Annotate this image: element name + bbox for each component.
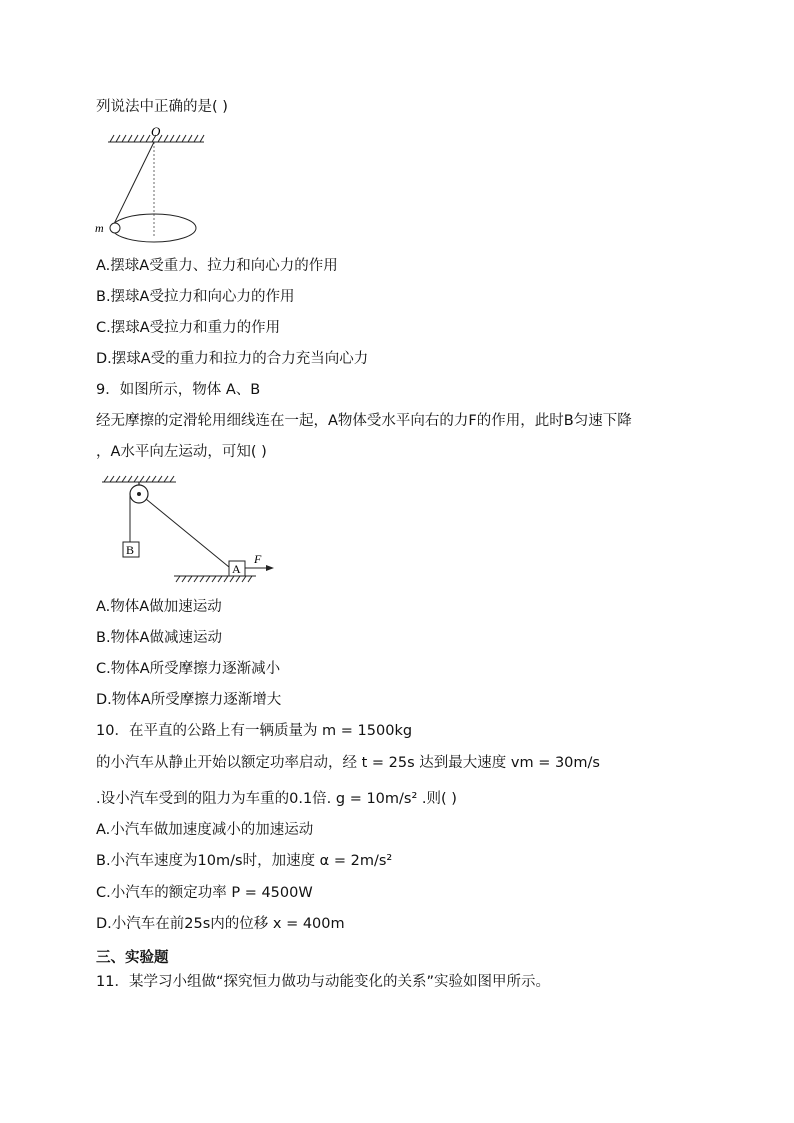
q8-option-a: A.摆球A受重力、拉力和向心力的作用: [96, 258, 338, 274]
q8-option-d: D.摆球A受的重力和拉力的合力充当向心力: [96, 351, 369, 367]
conical-pendulum-figure: [92, 120, 222, 250]
q9-stem-line3: ，A水平向左运动，可知( ): [96, 444, 267, 460]
force-label: F: [254, 552, 262, 566]
q9-option-b: B.物体A做减速运动: [96, 630, 222, 646]
q9-stem-line1: 9．如图所示，物体 A、B: [96, 382, 261, 398]
rope-to-a: [146, 499, 229, 567]
ground-hatch: [174, 576, 256, 582]
q9-option-d: D.物体A所受摩擦力逐渐增大: [96, 692, 282, 708]
block-b-label: B: [126, 543, 135, 557]
q8-option-c: C.摆球A受拉力和重力的作用: [96, 320, 281, 336]
q10-option-b: B.小汽车速度为10m/s时，加速度 α = 2m/s²: [96, 853, 393, 869]
ceiling-hatch: [102, 476, 176, 482]
q11-stem: 11．某学习小组做“探究恒力做功与动能变化的关系”实验如图甲所示。: [96, 974, 550, 990]
pendulum-bob: [110, 223, 120, 233]
q10-option-d: D.小汽车在前25s内的位移 x = 400m: [96, 916, 345, 932]
force-arrow-head: [266, 565, 274, 571]
q10-option-a: A.小汽车做加速度减小的加速运动: [96, 822, 314, 838]
q10-stem-line3: .设小汽车受到的阻力为车重的0.1倍. g = 10m/s² .则( ): [96, 791, 457, 807]
section-heading: 三、实验题: [96, 950, 169, 966]
q8-option-b: B.摆球A受拉力和向心力的作用: [96, 289, 295, 305]
pendulum-string: [113, 142, 154, 226]
pivot-label: O: [151, 124, 161, 139]
q9-option-a: A.物体A做加速运动: [96, 599, 222, 615]
q10-stem-line1: 10．在平直的公路上有一辆质量为 m = 1500kg: [96, 723, 413, 739]
pulley-figure: [96, 472, 286, 590]
q10-option-c: C.小汽车的额定功率 P = 4500W: [96, 885, 313, 901]
pulley-axle: [137, 492, 141, 496]
block-a-label: A: [232, 562, 241, 576]
q9-stem-line2: 经无摩擦的定滑轮用细线连在一起，A物体受水平向右的力F的作用，此时B匀速下降: [96, 413, 632, 429]
q10-stem-line2: 的小汽车从静止开始以额定功率启动，经 t = 25s 达到最大速度 vm = 30m/s: [96, 755, 600, 771]
mass-label: m: [95, 221, 104, 235]
q9-option-c: C.物体A所受摩擦力逐渐减小: [96, 661, 281, 677]
q8-stem: 列说法中正确的是( ): [96, 99, 228, 115]
